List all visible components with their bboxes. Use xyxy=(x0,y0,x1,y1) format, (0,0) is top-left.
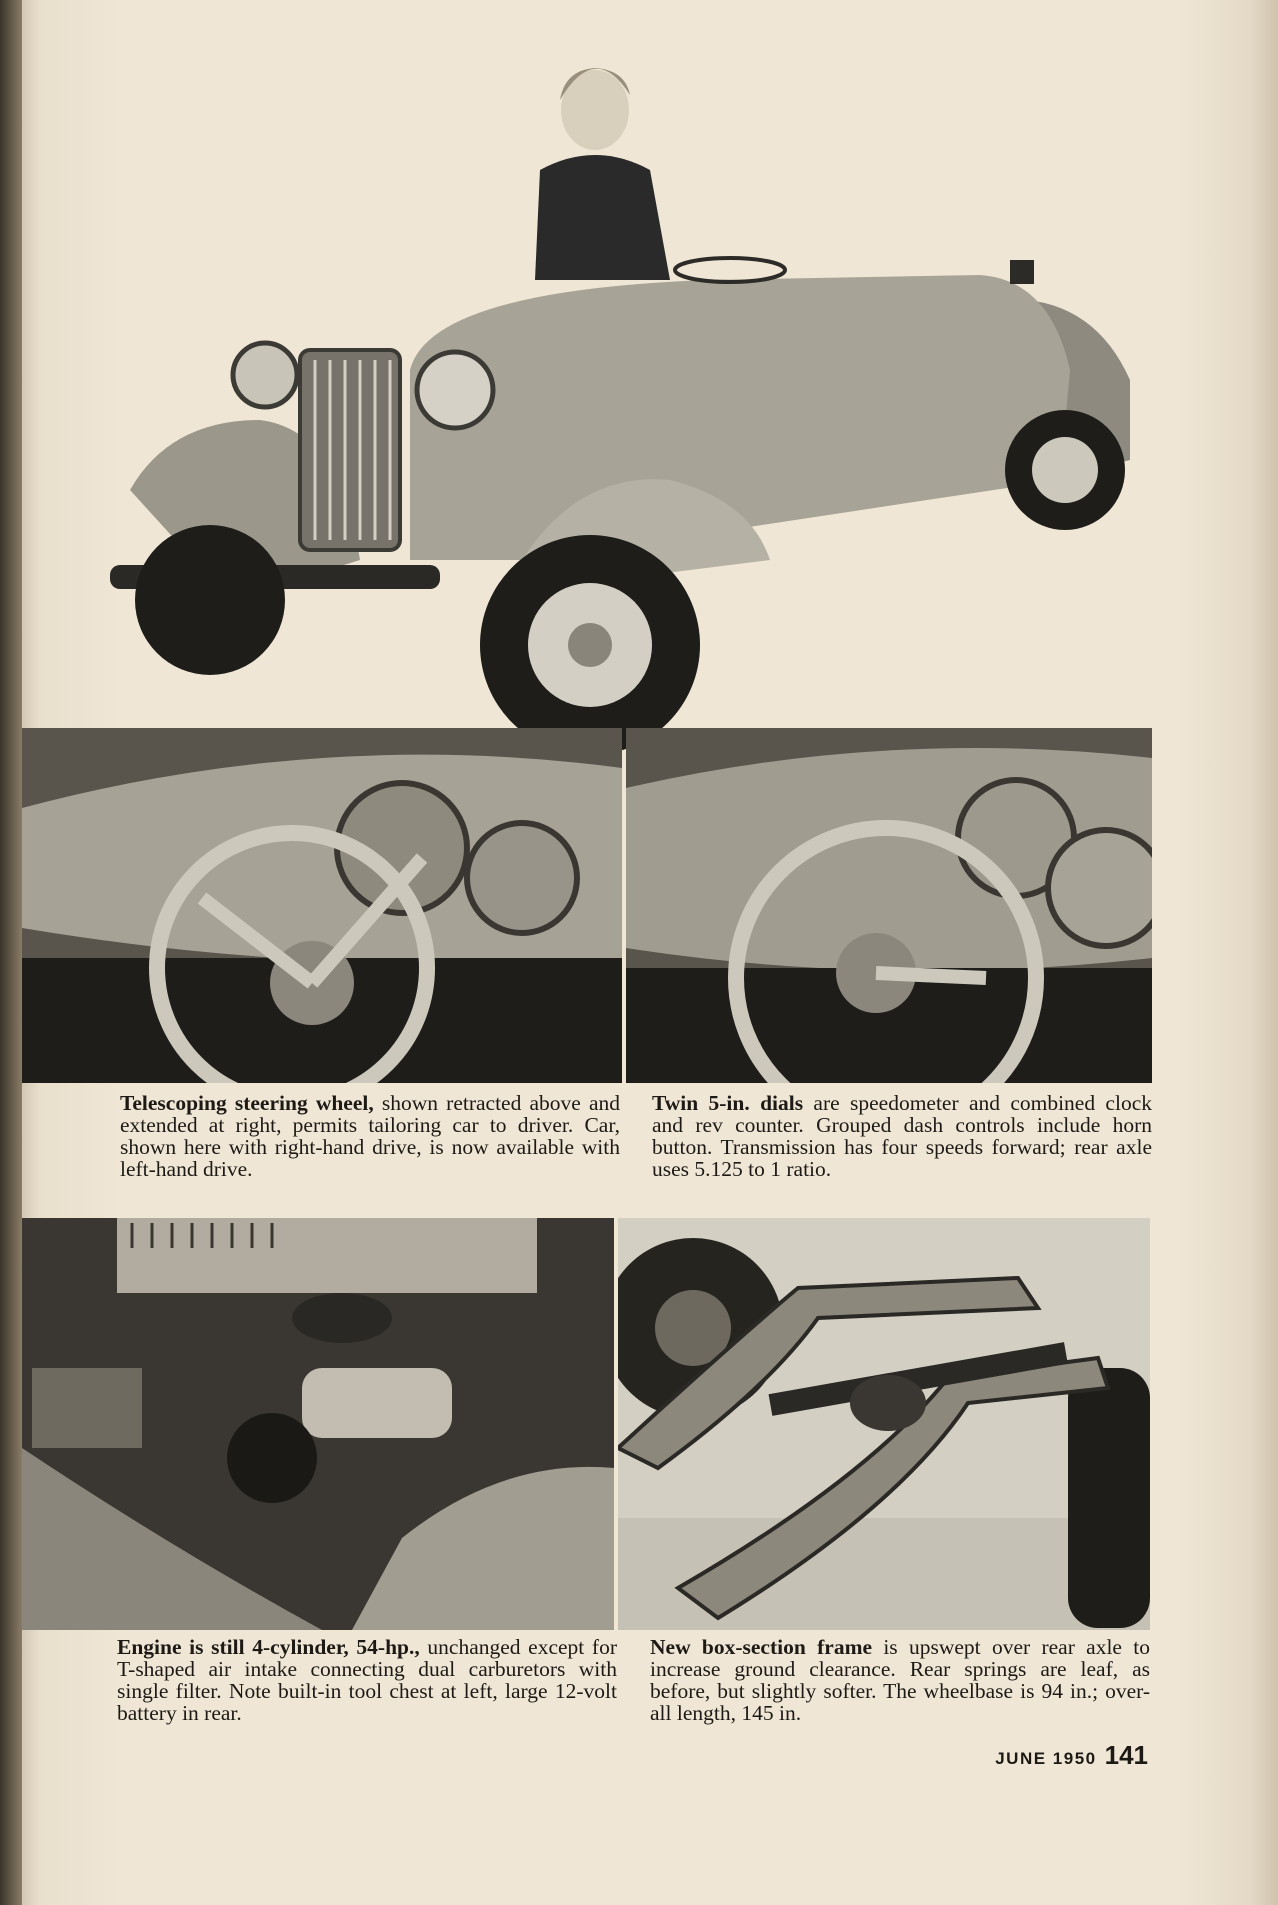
issue-date: JUNE 1950 xyxy=(995,1749,1097,1768)
dials-photo xyxy=(626,728,1152,1083)
caption-dials xyxy=(652,1092,1152,1180)
caption-dials-lead: Twin 5-in. dials xyxy=(652,1091,804,1115)
page-footer xyxy=(995,1740,1148,1771)
caption-dials-text: are speedometer and combined clock and rev counter. Grouped dash controls include horn button. Transmission has four speeds forward; rear axle uses 5.125 to 1 ratio. xyxy=(652,1091,1152,1181)
caption-steering xyxy=(120,1092,620,1180)
caption-frame xyxy=(650,1636,1150,1724)
hero-car-photo xyxy=(110,40,1150,765)
binding-gutter xyxy=(0,0,22,1905)
caption-steering-lead: Telescoping steering wheel, xyxy=(120,1091,374,1115)
caption-engine-text: unchanged except for T-shaped air intake connecting dual carburetors with single filter. Note built-in tool chest at left, large 12-volt battery in rear. xyxy=(117,1635,617,1725)
steering-wheel-photo xyxy=(22,728,622,1083)
caption-engine xyxy=(117,1636,617,1724)
frame-photo xyxy=(618,1218,1150,1630)
caption-engine-lead: Engine is still 4-cylinder, 54-hp., xyxy=(117,1635,420,1659)
caption-steering-text: shown retracted above and extended at right, permits tailoring car to driver. Car, shown here with right-hand drive, is now available with left-hand drive. xyxy=(120,1091,620,1181)
engine-photo xyxy=(22,1218,614,1630)
page-number: 141 xyxy=(1104,1740,1148,1770)
caption-frame-lead: New box-section frame xyxy=(650,1635,873,1659)
caption-frame-text: is upswept over rear axle to increase ground clearance. Rear springs are leaf, as before, but slightly softer. The wheelbase is 94 in.; over-all length, 145 in. xyxy=(650,1635,1150,1725)
